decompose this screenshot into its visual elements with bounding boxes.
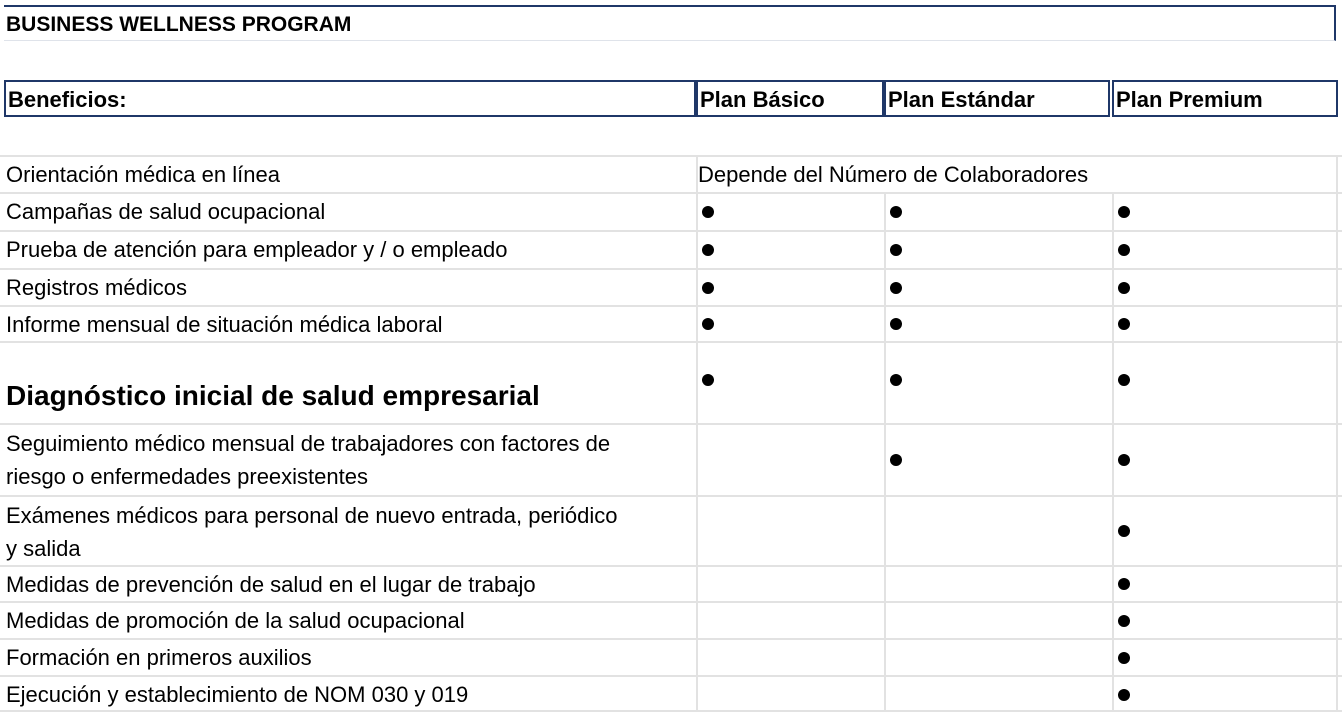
table-row [0, 565, 1342, 601]
table-row [0, 495, 1342, 565]
header-plan-premium: Plan Premium [1112, 80, 1338, 117]
plan-estandar-cell [884, 343, 1112, 423]
benefit-label: Registros médicos [6, 275, 187, 300]
plan-premium-cell [1112, 640, 1338, 675]
plan-premium-cell [1112, 307, 1338, 341]
included-dot-icon [1118, 374, 1130, 386]
benefit-cell [0, 425, 696, 495]
plan-estandar-cell [884, 194, 1112, 230]
plan-estandar-cell [884, 640, 1112, 675]
table-row [0, 341, 1342, 423]
benefit-cell [0, 343, 696, 423]
plan-estandar-cell [884, 603, 1112, 638]
plan-estandar-cell [884, 497, 1112, 565]
included-dot-icon [890, 454, 902, 466]
included-dot-icon [890, 282, 902, 294]
benefit-label: Orientación médica en línea [6, 162, 280, 187]
table-row [0, 675, 1342, 712]
benefit-cell [0, 232, 696, 268]
included-dot-icon [702, 206, 714, 218]
benefit-label: riesgo o enfermedades preexistentes [6, 464, 368, 489]
header-plan-estandar: Plan Estándar [884, 80, 1110, 117]
header-benefits: Beneficios: [4, 80, 696, 117]
benefit-label: Exámenes médicos para personal de nuevo entrada, periódico [6, 503, 618, 528]
plan-basico-cell [696, 232, 884, 268]
included-dot-icon [702, 318, 714, 330]
included-dot-icon [890, 318, 902, 330]
included-dot-icon [1118, 652, 1130, 664]
plan-premium-cell [1112, 603, 1338, 638]
plan-basico-cell [696, 425, 884, 495]
included-dot-icon [1118, 206, 1130, 218]
table-row [0, 305, 1342, 341]
table-row [0, 601, 1342, 638]
included-dot-icon [1118, 282, 1130, 294]
plan-basico-cell [696, 194, 884, 230]
plan-premium-cell [1112, 677, 1338, 710]
benefit-label: Formación en primeros auxilios [6, 645, 312, 670]
title-banner [4, 5, 1336, 41]
plan-premium-cell [1112, 343, 1338, 423]
plan-basico-cell [696, 603, 884, 638]
included-dot-icon [702, 244, 714, 256]
included-dot-icon [1118, 454, 1130, 466]
benefit-cell [0, 603, 696, 638]
plan-basico-cell [696, 677, 884, 710]
included-dot-icon [1118, 525, 1130, 537]
plan-basico-cell [696, 640, 884, 675]
plan-premium-cell [1112, 232, 1338, 268]
table-row [0, 423, 1342, 495]
table-row [0, 155, 1342, 192]
benefit-label: Informe mensual de situación médica laboral [6, 312, 443, 337]
included-dot-icon [1118, 244, 1130, 256]
plan-premium-cell [1112, 567, 1338, 601]
benefit-label: Medidas de prevención de salud en el lugar de trabajo [6, 572, 536, 597]
plan-basico-cell [696, 497, 884, 565]
benefit-label: Campañas de salud ocupacional [6, 199, 326, 224]
included-dot-icon [1118, 318, 1130, 330]
included-dot-icon [890, 206, 902, 218]
included-dot-icon [890, 244, 902, 256]
benefit-cell [0, 567, 696, 601]
included-dot-icon [890, 374, 902, 386]
plan-basico-cell [696, 270, 884, 305]
header-plan-basico: Plan Básico [696, 80, 884, 117]
plan-estandar-cell [884, 425, 1112, 495]
plan-basico-cell [696, 343, 884, 423]
benefit-label: Medidas de promoción de la salud ocupacional [6, 608, 465, 633]
plan-premium-cell [1112, 425, 1338, 495]
included-dot-icon [1118, 578, 1130, 590]
benefit-label: Prueba de atención para empleador y / o empleado [6, 237, 508, 262]
included-dot-icon [702, 374, 714, 386]
merged-plans-note: Depende del Número de Colaboradores [698, 162, 1089, 187]
table-row [0, 192, 1342, 230]
plan-premium-cell [1112, 497, 1338, 565]
plan-estandar-cell [884, 567, 1112, 601]
plan-estandar-cell [884, 677, 1112, 710]
table-row [0, 230, 1342, 268]
benefit-cell [0, 270, 696, 305]
benefit-cell [0, 157, 696, 192]
plan-basico-cell [696, 567, 884, 601]
benefit-label: y salida [6, 536, 81, 561]
benefit-cell [0, 677, 696, 710]
benefit-cell [0, 194, 696, 230]
benefit-cell [0, 640, 696, 675]
plan-premium-cell [1112, 157, 1338, 192]
benefit-label: Seguimiento médico mensual de trabajadores con factores de [6, 431, 611, 456]
included-dot-icon [1118, 689, 1130, 701]
page-title: BUSINESS WELLNESS PROGRAM [6, 13, 352, 36]
benefit-cell [0, 307, 696, 341]
plan-premium-cell [1112, 194, 1338, 230]
plan-estandar-cell [884, 232, 1112, 268]
included-dot-icon [1118, 615, 1130, 627]
plan-basico-cell [696, 307, 884, 341]
table-row [0, 268, 1342, 305]
benefit-label: Diagnóstico inicial de salud empresarial [6, 380, 540, 411]
benefit-cell [0, 497, 696, 565]
table-row [0, 638, 1342, 675]
plan-estandar-cell [884, 307, 1112, 341]
plan-premium-cell [1112, 270, 1338, 305]
plan-estandar-cell [884, 270, 1112, 305]
included-dot-icon [702, 282, 714, 294]
benefit-label: Ejecución y establecimiento de NOM 030 y 019 [6, 682, 469, 707]
benefits-table [0, 155, 1342, 712]
